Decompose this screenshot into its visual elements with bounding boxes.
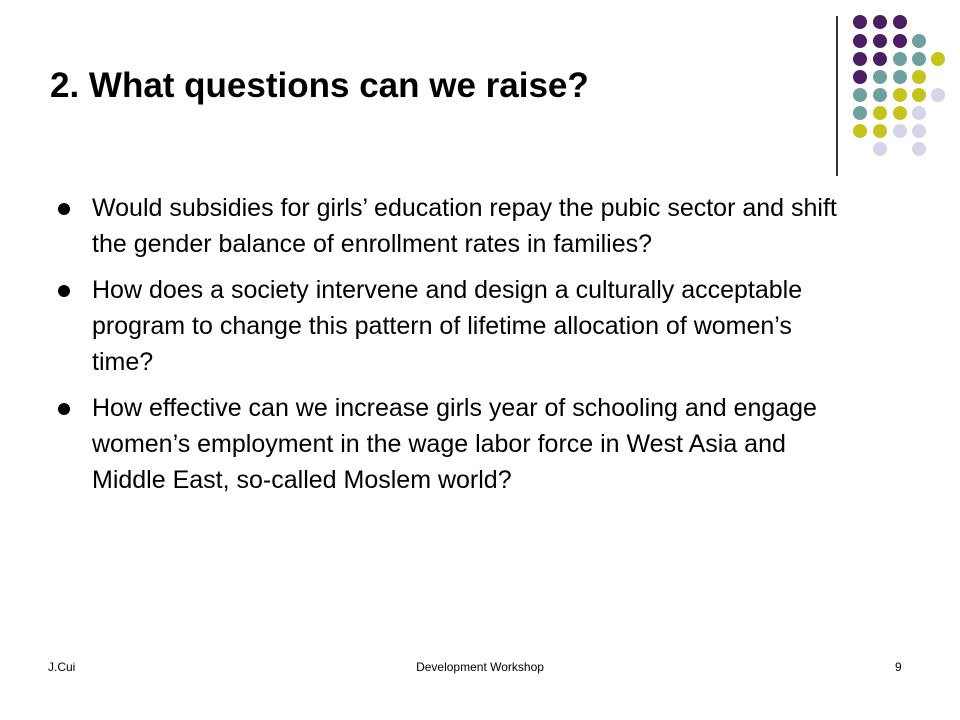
dot <box>873 52 887 66</box>
list-item <box>58 390 848 498</box>
dot <box>873 34 887 48</box>
dot <box>912 124 926 138</box>
dot <box>853 106 867 120</box>
dot <box>873 142 887 156</box>
dot <box>893 88 907 102</box>
dot <box>853 52 867 66</box>
dot <box>931 52 945 66</box>
footer-event: Development Workshop <box>416 660 544 674</box>
dot <box>931 88 945 102</box>
dot <box>873 15 887 29</box>
list-item <box>58 190 848 262</box>
bullet-icon <box>58 285 70 297</box>
bullet-text: How does a society intervene and design a culturally acceptable program to change this pattern of lifetime allocation of women’s time? <box>92 276 803 376</box>
list-item <box>58 272 848 380</box>
footer-author: J.Cui <box>48 660 76 674</box>
bullet-text: Would subsidies for girls’ education repay the pubic sector and shift the gender balance of enrollment rates in families? <box>92 194 837 258</box>
dot <box>912 142 926 156</box>
dot <box>853 15 867 29</box>
dot <box>893 34 907 48</box>
dot <box>853 70 867 84</box>
dot <box>893 106 907 120</box>
dot <box>873 106 887 120</box>
dot <box>912 106 926 120</box>
bullet-icon <box>58 403 70 415</box>
dot <box>893 52 907 66</box>
bullet-icon <box>58 203 70 215</box>
dot <box>873 124 887 138</box>
dot <box>893 124 907 138</box>
dot <box>912 88 926 102</box>
bullet-text: How effective can we increase girls year of schooling and engage women’s employment in the wage labor force in West Asia and Middle East, so-called Moslem world? <box>92 394 817 494</box>
dot <box>893 70 907 84</box>
dot <box>873 70 887 84</box>
vertical-divider <box>836 16 838 176</box>
dot <box>853 124 867 138</box>
dot <box>912 52 926 66</box>
slide-title: 2. What questions can we raise? <box>50 66 589 105</box>
bullet-list <box>58 190 848 508</box>
dot <box>912 34 926 48</box>
dot <box>912 70 926 84</box>
dot <box>853 34 867 48</box>
dot <box>873 88 887 102</box>
dot <box>853 88 867 102</box>
footer-page-number: 9 <box>895 660 902 674</box>
dot <box>893 15 907 29</box>
